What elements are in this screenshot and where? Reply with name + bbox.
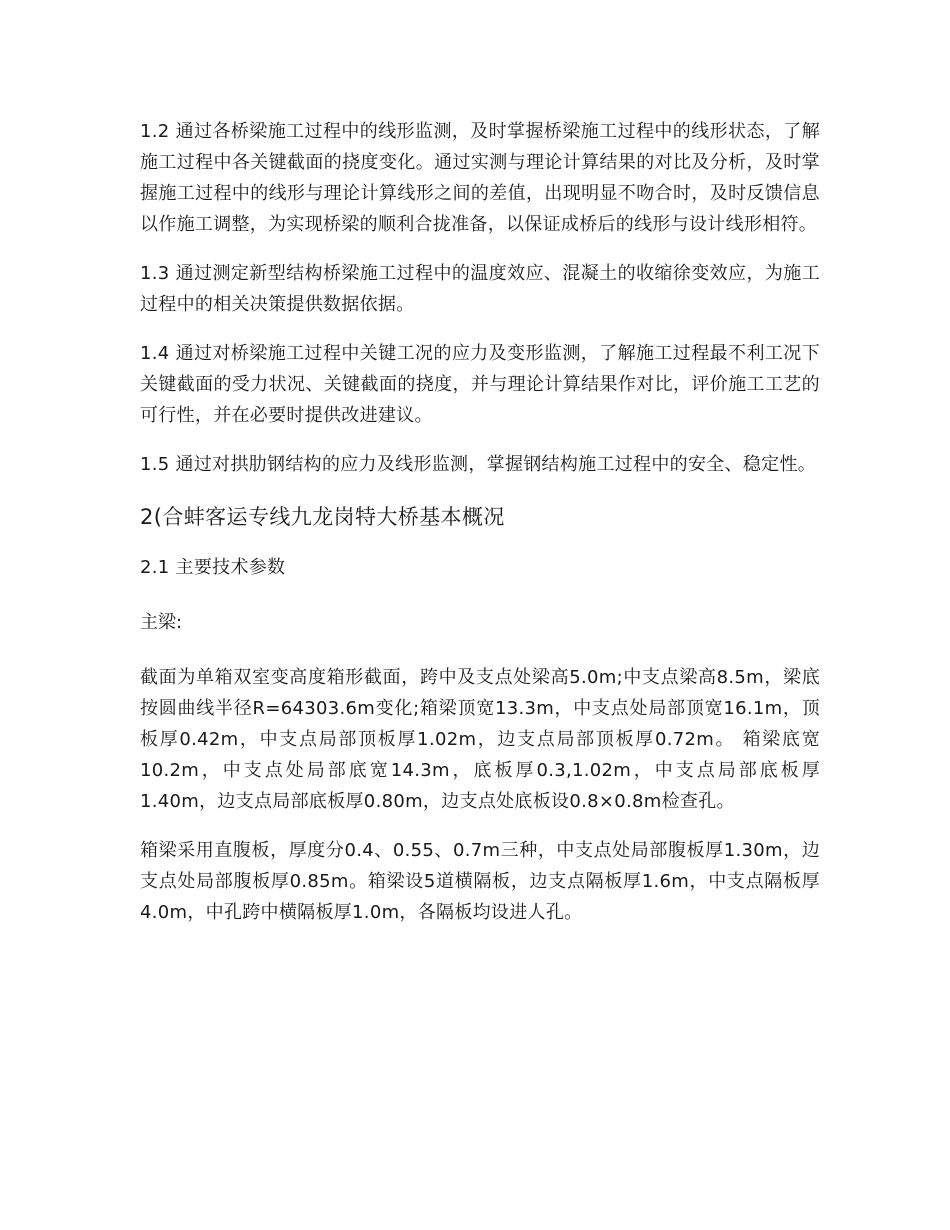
document-page	[140, 116, 820, 946]
paragraph-1-4: 1.4 通过对桥梁施工过程中关键工况的应力及变形监测，了解施工过程最不利工况下关键截面的受力状况、关键截面的挠度，并与理论计算结果作对比，评价施工工艺的可行性，并在必要时提供改进建议。	[140, 343, 820, 426]
paragraph-web-description: 箱梁采用直腹板，厚度分0.4、0.55、0.7m三种，中支点处局部腹板厚1.30m，边支点处局部腹板厚0.85m。箱梁设5道横隔板，边支点隔板厚1.6m，中支点隔板厚4.0m，中孔跨中横隔板厚1.0m，各隔板均设进人孔。	[140, 840, 820, 923]
subsection-2-1-heading: 2.1 主要技术参数	[140, 557, 286, 578]
main-beam-label: 主梁:	[140, 612, 183, 633]
paragraph-1-3: 1.3 通过测定新型结构桥梁施工过程中的温度效应、混凝土的收缩徐变效应，为施工过程中的相关决策提供数据依据。	[140, 263, 820, 315]
paragraph-1-2: 1.2 通过各桥梁施工过程中的线形监测，及时掌握桥梁施工过程中的线形状态，了解施工过程中各关键截面的挠度变化。通过实测与理论计算结果的对比及分析，及时掌握施工过程中的线形与理论计算线形之间的差值，出现明显不吻合时，及时反馈信息以作施工调整，为实现桥梁的顺利合拢准备，以保证成桥后的线形与设计线形相符。	[140, 121, 820, 235]
paragraph-1-5: 1.5 通过对拱肋钢结构的应力及线形监测，掌握钢结构施工过程中的安全、稳定性。	[140, 454, 817, 475]
section-2-heading: 2(合蚌客运专线九龙岗特大桥基本概况	[140, 505, 505, 529]
paragraph-section-description: 截面为单箱双室变高度箱形截面，跨中及支点处梁高5.0m;中支点梁高8.5m，梁底按圆曲线半径R=64303.6m变化;箱梁顶宽13.3m，中支点处局部顶宽16.1m，顶板厚0.42m，中支点局部顶板厚1.02m，边支点局部顶板厚0.72m。 箱梁底宽10.2m，中支点处局部底宽14.3m，底板厚0.3,1.02m，中支点局部底板厚1.40m，边支点局部底板厚0.80m，边支点处底板设0.8×0.8m检查孔。	[140, 667, 820, 812]
